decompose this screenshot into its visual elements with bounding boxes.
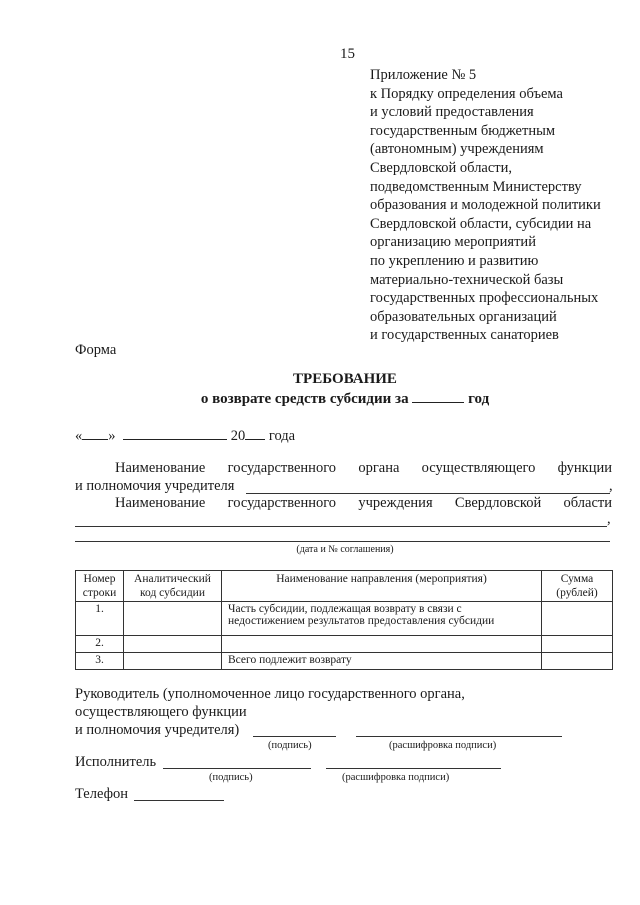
comma: , (609, 478, 613, 494)
comma: , (607, 511, 611, 527)
table-row (76, 602, 613, 636)
page-number: 15 (340, 46, 355, 62)
executor-decode-caption: (расшифровка подписи) (342, 772, 450, 783)
institution-line: Наименование государственного учреждения Свердловской области (115, 495, 612, 511)
month-blank[interactable] (123, 426, 227, 440)
head-sign-blank[interactable] (253, 736, 336, 737)
appendix-line: к Порядку определения объема (370, 85, 563, 102)
row-sum[interactable] (542, 653, 613, 670)
appendix-block (370, 66, 601, 345)
row-name[interactable] (222, 636, 542, 653)
header-row-number: Номер строки (76, 571, 124, 602)
executor-sign-caption: (подпись) (209, 772, 253, 783)
head-decode-blank[interactable] (356, 736, 562, 737)
executor-label: Исполнитель (75, 754, 157, 770)
phone-blank[interactable] (134, 800, 224, 801)
year-suffix: года (268, 428, 296, 444)
year-digits-blank[interactable] (245, 426, 265, 440)
organ-blank[interactable] (246, 493, 610, 494)
row-code[interactable] (124, 636, 222, 653)
refund-table (75, 570, 613, 670)
organ-line: Наименование государственного органа осуществляющего функции (115, 460, 612, 476)
row-name: Всего подлежит возврату (222, 653, 542, 670)
table-row (76, 653, 613, 670)
close-quote: » (108, 428, 116, 444)
subtitle-prefix: о возврате средств субсидии за (200, 391, 409, 407)
phone-label: Телефон (75, 786, 128, 802)
appendix-line: и государственных санаториев (370, 327, 559, 344)
appendix-line: организацию мероприятий (370, 234, 536, 251)
row-code[interactable] (124, 602, 222, 636)
institution-blank[interactable] (75, 526, 607, 527)
appendix-line: материально-технической базы (370, 271, 564, 288)
row-number: 3. (76, 653, 124, 670)
appendix-line: подведомственным Министерству (370, 178, 582, 195)
appendix-line: и условий предоставления (370, 104, 534, 121)
day-blank[interactable] (82, 426, 108, 440)
row-number: 1. (76, 602, 124, 636)
date-line (75, 426, 295, 445)
table-header-row (76, 571, 613, 602)
header-name: Наименование направления (мероприятия) (222, 571, 542, 602)
open-quote: « (75, 428, 83, 444)
head-decode-caption: (расшифровка подписи) (389, 740, 497, 751)
year-prefix: 20 (230, 428, 246, 444)
agreement-blank[interactable] (75, 541, 610, 542)
subtitle-suffix: год (468, 391, 490, 407)
year-blank[interactable] (412, 389, 464, 403)
appendix-line: по укреплению и развитию (370, 252, 539, 269)
row-name: Часть субсидии, подлежащая возврату в связи с недостижением результатов предоставления субсидии (222, 602, 542, 636)
header-sum: Сумма (рублей) (542, 571, 613, 602)
header-code: Аналитический код субсидии (124, 571, 222, 602)
row-sum[interactable] (542, 636, 613, 653)
head-line-2: осуществляющего функции (75, 704, 247, 720)
executor-decode-blank[interactable] (326, 768, 501, 769)
appendix-line: (автономным) учреждениям (370, 141, 544, 158)
organ-line-2 (75, 478, 234, 495)
row-code[interactable] (124, 653, 222, 670)
head-line-1: Руководитель (уполномоченное лицо государственного органа, (75, 686, 465, 702)
table-row (76, 636, 613, 653)
appendix-line: Свердловской области, (370, 159, 513, 176)
document-title: ТРЕБОВАНИЕ (293, 371, 397, 387)
head-line-3: и полномочия учредителя) (75, 722, 240, 738)
appendix-line: государственных профессиональных (370, 290, 599, 307)
form-label: Форма (75, 342, 117, 358)
appendix-line: образовательных организаций (370, 308, 557, 325)
appendix-line: Приложение № 5 (370, 67, 477, 83)
agreement-caption: (дата и № соглашения) (296, 544, 394, 555)
executor-sign-blank[interactable] (163, 768, 311, 769)
appendix-line: государственным бюджетным (370, 122, 556, 139)
row-sum[interactable] (542, 602, 613, 636)
row-number: 2. (76, 636, 124, 653)
appendix-line: образования и молодежной политики (370, 197, 601, 214)
appendix-line: Свердловской области, субсидии на (370, 215, 592, 232)
head-sign-caption: (подпись) (268, 740, 312, 751)
document-subtitle (0, 389, 640, 408)
organ-label: и полномочия учредителя (75, 478, 235, 494)
